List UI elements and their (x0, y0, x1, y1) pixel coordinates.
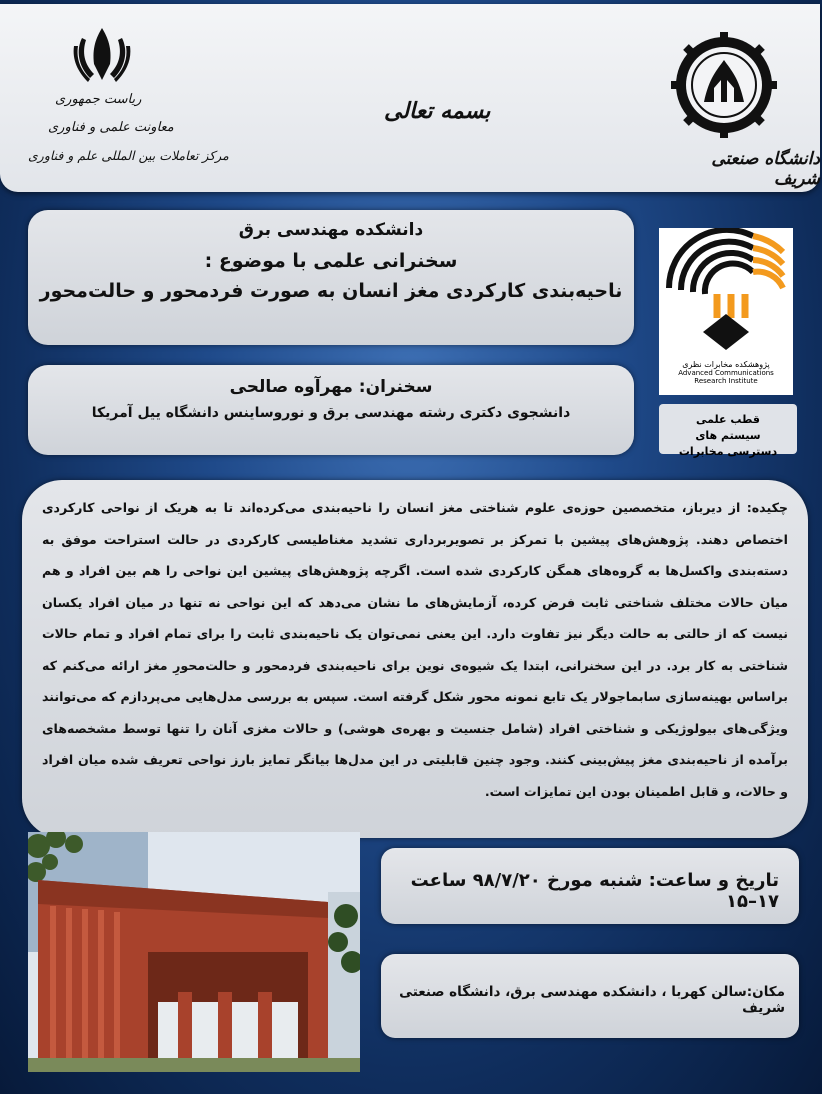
title-panel (28, 210, 634, 345)
speaker-panel (28, 365, 634, 455)
date-time-panel (381, 848, 799, 924)
sharif-university-logo-icon (669, 30, 779, 140)
speaker-name: سخنران: مهرآوه صالحی (229, 377, 433, 397)
research-institute-fa: پژوهشکده مخابرات نظری (682, 360, 770, 369)
research-pole-label (659, 404, 797, 458)
header-banner (0, 4, 820, 192)
research-institute-en2: Research Institute (694, 377, 758, 385)
org-line-3: مرکز تعاملات بین المللی علم و فناوری (28, 148, 229, 163)
location-text: مکان:سالن کهربا ، دانشکده مهندسی برق، دانشگاه صنعتی شریف (399, 984, 785, 1016)
research-institute-en1: Advanced Communications (678, 369, 774, 377)
basmala: بسمه تعالی (384, 98, 491, 124)
org-line-1: ریاست جمهوری (55, 92, 142, 107)
research-pole-text: قطب علمی سیستم های دسترسی مخابرات (678, 413, 778, 458)
research-institute-emblem-icon (659, 228, 793, 358)
lecture-label: سخنرانی علمی با موضوع : (204, 250, 458, 272)
org-line-2: معاونت علمی و فناوری (48, 120, 174, 135)
date-time-text: تاریخ و ساعت: شنبه مورخ ۹۸/۷/۲۰ ساعت ۱۷–۱۵ (410, 870, 779, 912)
iran-emblem-icon (70, 24, 134, 86)
sharif-caption: دانشگاه صنعتی شریف (711, 149, 820, 189)
speaker-affiliation: دانشجوی دکتری رشته مهندسی برق و نوروساینس دانشگاه ییل آمریکا (91, 405, 571, 421)
university-building-photo (28, 832, 360, 1072)
location-panel (381, 954, 799, 1038)
abstract-panel (22, 480, 808, 838)
faculty-name: دانشکده مهندسی برق (238, 220, 424, 240)
research-institute-logo (659, 228, 793, 395)
abstract-text: چکیده: از دیرباز، متخصصین حوزه‌ی علوم شناختی مغز انسان را ناحیه‌بندی می‌کرده‌اند تا به هریک از نواحی کارکردی اختصاص دهند. پژوهش‌های پیشین با تمرکز بر تصویربرداری تشدید مغناطیسی کارکردی در حالت استراحت موفق به دسته‌بندی واکسل‌ها به گروه‌های همگن کارکردی شده است. اگرچه پژوهش‌های پیشین این نواحی را هم بین افراد و هم میان حالات مختلف شناختی ثابت فرض کرده، آزمایش‌های ما نشان می‌دهد که این نواحی نه تنها در میان افراد یکسان نیست که از حالتی به حالت دیگر نیز تفاوت دارد. این یعنی نمی‌توان یک ناحیه‌بندی ثابت را برای تمام افراد و تمام حالات شناختی به کار برد. در این سخنرانی، ابتدا یک شیوه‌ی نوین برای ناحیه‌بندی فردمحور و حالت‌محورِ مغز ارائه می‌کنم که براساس بهینه‌سازی سابماجولار یک تابع نمونه محور شکل گرفته است. سپس به بررسی مدل‌هایی می‌پردازم که می‌توانند ویژگی‌های بیولوژیکی و شناختی افراد (شامل جنسیت و بهره‌ی هوشی) و حالات مغزی آنان را تنها توسط مشخصه‌های برآمده از ناحیه‌بندی مغز پیش‌بینی کنند. وجود چنین قابلیتی در این مدل‌ها بیانگر تمایز بارز نواحی تعریف شده میان افراد و حالات، و قابل اطمینان بودن این تمایزات است. (42, 500, 788, 799)
lecture-topic: ناحیه‌بندی کارکردی مغز انسان به صورت فردمحور و حالت‌محور (39, 280, 623, 302)
